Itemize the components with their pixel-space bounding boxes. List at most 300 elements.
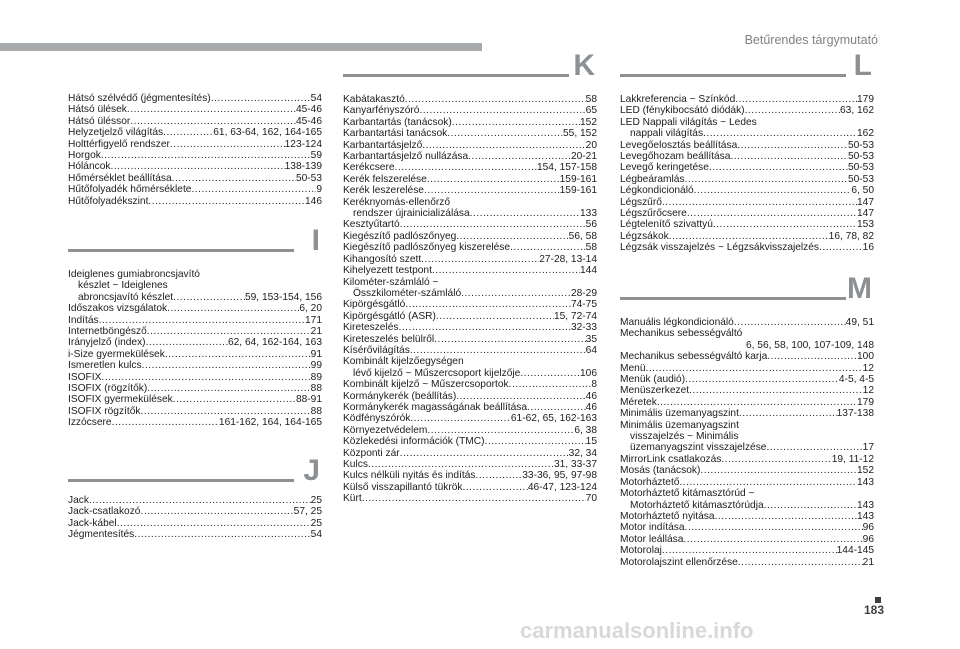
dot-leader — [165, 349, 311, 360]
dot-leader — [527, 402, 586, 413]
dot-leader — [662, 197, 857, 208]
index-entry — [620, 140, 874, 151]
index-entry — [620, 242, 874, 253]
dot-leader — [745, 105, 840, 116]
index-entry — [68, 406, 322, 417]
entry-term: Karbantartásjelző nullázása — [343, 151, 469, 163]
entry-pages: 56 — [585, 219, 597, 231]
dot-leader — [191, 184, 316, 195]
entry-pages: 91 — [310, 348, 322, 360]
index-section-k — [343, 49, 597, 505]
entry-pages: 161-162, 164, 164-165 — [218, 417, 322, 429]
entry-term: Irányjelző (index) — [68, 337, 146, 349]
dot-leader — [405, 299, 571, 310]
dot-leader — [520, 368, 580, 379]
index-entry — [343, 219, 597, 230]
entry-term: Motorháztető nyitása — [620, 510, 715, 522]
index-entry — [68, 196, 322, 207]
entry-term: Kulcs nélküli nyitás és indítás — [343, 470, 476, 482]
index-entry — [343, 162, 597, 173]
entry-term: Minimális üzemanyagszint — [620, 408, 739, 420]
entry-term: Kombinált kijelző ~ Műszercsoportok — [343, 379, 509, 391]
entry-term: Kihangosító szett — [343, 253, 422, 265]
entry-term: Közlekedési információk (TMC) — [343, 436, 485, 448]
index-section-j — [68, 454, 322, 541]
index-entry — [343, 197, 597, 208]
entry-term: Motorháztető kitámasztórúd ~ — [620, 488, 755, 500]
entry-term: Indítás — [68, 314, 99, 326]
entry-pages: 147 — [857, 196, 874, 208]
entry-term: Motor indítása — [620, 522, 685, 534]
index-entry — [68, 349, 322, 360]
index-entry — [620, 363, 874, 374]
index-entry — [343, 151, 597, 162]
entry-term: Kihelyezett testpont — [343, 265, 432, 277]
entry-pages: 152 — [580, 116, 597, 128]
index-entry — [620, 465, 874, 476]
section-header — [343, 49, 597, 85]
index-entry — [343, 185, 597, 196]
entry-term: Lakkreferencia ~ Színkód — [620, 94, 736, 105]
index-entry — [620, 420, 874, 431]
watermark: carmanualsonline.info — [520, 618, 754, 643]
entry-term: ISOFIX (rögzítők) — [68, 383, 148, 395]
entry-term: Kormánykerék magasságának beállítása — [343, 401, 528, 413]
index-entry — [620, 374, 874, 385]
dot-leader — [170, 139, 285, 150]
dot-leader — [395, 162, 537, 173]
entry-term: Mechanikus sebességváltó karja — [620, 351, 768, 363]
index-entry — [343, 345, 597, 356]
entry-pages: 152 — [857, 465, 874, 477]
entry-term: Légzsákok — [620, 230, 669, 242]
index-entry — [620, 219, 874, 230]
entry-term: Kerék leszerelése — [343, 185, 424, 197]
dot-leader — [447, 128, 563, 139]
dot-leader — [662, 545, 837, 556]
section-header — [620, 272, 874, 308]
dot-leader — [436, 311, 554, 322]
entry-pages: 45-46 — [295, 104, 322, 116]
entry-term: Kerékcsere — [343, 162, 395, 174]
dot-leader — [657, 397, 857, 408]
entry-term: Kireteszelés — [343, 322, 399, 334]
entry-term: Karbantartás (tanácsok) — [343, 116, 452, 128]
section-divider — [68, 249, 294, 252]
entry-term: i-Size gyermekülések — [68, 348, 165, 360]
entry-term: lévő kijelző ~ Műszercsoport kijelzője — [353, 367, 521, 379]
index-entry — [620, 197, 874, 208]
entry-term: Légkondicionáló — [620, 185, 694, 197]
index-entry — [68, 529, 322, 540]
entry-pages: 16 — [862, 242, 874, 254]
dot-leader — [110, 161, 284, 172]
entry-pages: 56, 58 — [568, 230, 597, 242]
index-entry — [68, 184, 322, 195]
entry-pages: 179 — [857, 94, 874, 105]
entry-pages: 74-75 — [570, 299, 597, 311]
entry-pages: 106 — [580, 367, 597, 379]
index-entry — [620, 185, 874, 196]
dot-leader — [456, 391, 585, 402]
dot-leader — [147, 326, 311, 337]
entry-term: Kiegészítő padlószőnyeg — [343, 230, 457, 242]
entry-pages: 143 — [857, 499, 874, 511]
dot-leader — [163, 127, 213, 138]
entry-term: Menüszerkezet — [620, 385, 690, 397]
index-entry — [343, 94, 597, 105]
entry-term: Időszakos vizsgálatok — [68, 303, 168, 315]
section-letter: I — [311, 224, 320, 257]
index-entry — [343, 117, 597, 128]
index-entry — [620, 174, 874, 185]
entry-term: Ismeretlen kulcs — [68, 360, 142, 372]
section-divider — [620, 297, 846, 300]
entry-term: Kormánykerék (beállítás) — [343, 390, 457, 402]
entry-pages: 144-145 — [836, 545, 874, 557]
dot-leader — [738, 557, 863, 568]
entry-pages: 159-161 — [559, 173, 597, 185]
dot-leader — [362, 493, 586, 504]
entry-pages: 6, 50 — [851, 185, 874, 197]
index-entry — [620, 477, 874, 488]
entry-pages: 64 — [585, 344, 597, 356]
index-entry — [68, 139, 322, 150]
header-bar — [0, 43, 482, 51]
entry-pages: 58 — [585, 242, 597, 254]
entry-term: visszajelzés ~ Minimális — [630, 431, 739, 443]
index-entry — [620, 385, 874, 396]
entry-term: Helyzetjelző világítás — [68, 127, 164, 139]
entry-term: Levegőhozam beállítása — [620, 151, 731, 163]
entry-pages: 55, 152 — [563, 128, 597, 140]
entry-pages: 20 — [585, 139, 597, 151]
dot-leader — [134, 529, 310, 540]
entry-term: Kiegészítő padlószőnyeg kiszerelése — [343, 242, 511, 254]
index-section-i — [68, 224, 322, 429]
entry-term: Jack-kábel — [68, 517, 117, 529]
entry-term: Hátsó szélvédő (jégmentesítés) — [68, 93, 211, 104]
dot-leader — [117, 518, 311, 529]
dot-leader — [735, 94, 857, 105]
index-entry — [68, 326, 322, 337]
entry-term: Kilométer-számláló ~ — [343, 276, 439, 288]
entry-term: Karbantartási tanácsok — [343, 128, 448, 140]
index-entry — [68, 173, 322, 184]
dot-leader — [399, 322, 571, 333]
entry-term: abroncsjavító készlet — [78, 291, 174, 303]
entry-pages: 99 — [310, 360, 322, 372]
entry-term: Hóláncok — [68, 161, 111, 173]
dot-leader — [400, 219, 586, 230]
index-entry — [343, 391, 597, 402]
dot-leader — [422, 140, 585, 151]
entry-term: üzemanyagszint visszajelzése — [630, 442, 767, 454]
entry-term: Környezetvédelem — [343, 424, 428, 436]
dot-leader — [140, 506, 293, 517]
entry-term: Holttérfigyelő rendszer — [68, 138, 170, 150]
entry-pages: 59 — [310, 150, 322, 162]
dot-leader — [421, 254, 539, 265]
index-entry — [68, 315, 322, 326]
dot-leader — [432, 265, 580, 276]
section-letter: L — [853, 49, 872, 82]
dot-leader — [405, 94, 586, 105]
entry-term: Jack-csatlakozó — [68, 506, 141, 518]
dot-leader — [173, 394, 296, 405]
dot-leader — [410, 413, 511, 424]
entry-list — [620, 94, 874, 254]
entry-pages: 32-33 — [570, 322, 597, 334]
dot-leader — [140, 406, 310, 417]
entry-pages: 25 — [310, 517, 322, 529]
dot-leader — [476, 470, 523, 481]
entry-term: Minimális üzemanyagszint — [620, 419, 739, 431]
entry-term: Motorolajszint ellenőrzése — [620, 556, 738, 568]
entry-pages: 65 — [585, 105, 597, 117]
entry-pages: 147 — [857, 208, 874, 220]
entry-pages: 12 — [862, 362, 874, 374]
entry-pages: 61-62, 65, 162-163 — [510, 413, 597, 425]
entry-term: Keréknyomás-ellenőrző — [343, 196, 451, 208]
entry-pages: 12 — [862, 385, 874, 397]
dot-leader — [685, 522, 863, 533]
section-header — [68, 454, 322, 490]
entry-pages: 138-139 — [284, 161, 322, 173]
entry-pages: 8 — [591, 379, 597, 391]
entry-term: Hűtőfolyadékszint — [68, 195, 149, 207]
index-entry — [620, 105, 874, 116]
dot-leader — [112, 417, 219, 428]
index-entry — [343, 174, 597, 185]
entry-pages: 4-5, 4-5 — [838, 374, 874, 386]
page-number: 183 — [864, 603, 885, 617]
index-entry — [620, 162, 874, 173]
dot-leader — [130, 116, 296, 127]
entry-pages: 88 — [310, 405, 322, 417]
entry-pages: 21 — [310, 326, 322, 338]
entry-pages: 143 — [857, 510, 874, 522]
index-entry — [620, 454, 874, 465]
entry-term: Kulcs — [343, 459, 368, 470]
entry-term: nappali világítás — [630, 128, 704, 140]
index-entry — [620, 442, 874, 453]
index-entry — [343, 482, 597, 493]
entry-term: Motorolaj — [620, 545, 662, 557]
dot-leader — [689, 385, 863, 396]
entry-term: Hátsó ülések — [68, 104, 127, 116]
index-entry — [343, 311, 597, 322]
dot-leader — [687, 208, 857, 219]
entry-term: Kabátakasztó — [343, 94, 405, 105]
index-entry — [68, 495, 322, 506]
index-entry — [343, 379, 597, 390]
dot-leader — [427, 174, 560, 185]
index-entry — [620, 231, 874, 242]
entry-pages: 16, 78, 82 — [828, 230, 874, 242]
index-entry — [343, 322, 597, 333]
index-entry — [620, 317, 874, 328]
entry-term: Légszűrőcsere — [620, 208, 687, 220]
index-entry — [343, 425, 597, 436]
entry-term: Menük (audió) — [620, 374, 686, 386]
index-entry — [620, 557, 874, 568]
entry-term: MirrorLink csatlakozás — [620, 453, 722, 465]
dot-leader — [99, 315, 305, 326]
index-section-h — [68, 93, 322, 207]
index-entry — [68, 394, 322, 405]
entry-pages: 49, 51 — [845, 317, 874, 328]
index-entry — [620, 340, 874, 351]
entry-term: Izzócsere — [68, 417, 112, 429]
index-entry — [343, 231, 597, 242]
index-entry — [343, 277, 597, 288]
dot-leader — [468, 151, 571, 162]
entry-pages: 27-28, 13-14 — [539, 253, 597, 265]
entry-pages: 46 — [585, 390, 597, 402]
entry-term: Hűtőfolyadék hőmérséklete — [68, 184, 192, 196]
dot-leader — [709, 162, 848, 173]
dot-leader — [101, 372, 310, 383]
index-section-l — [620, 49, 874, 254]
entry-pages: 62, 64, 162-164, 163 — [227, 337, 322, 349]
index-entry — [620, 488, 874, 499]
dot-leader — [456, 231, 568, 242]
index-entry — [68, 383, 322, 394]
dot-leader — [767, 351, 857, 362]
dot-leader — [685, 374, 839, 385]
entry-pages: 89 — [310, 371, 322, 383]
entry-pages: 45-46 — [295, 115, 322, 127]
dot-leader — [734, 317, 846, 328]
entry-pages: 88-91 — [295, 394, 322, 406]
index-entry — [620, 408, 874, 419]
dot-leader — [410, 345, 586, 356]
entry-pages: 123-124 — [284, 138, 322, 150]
entry-term: rendszer újrainicializálása — [353, 208, 470, 220]
section-letter: J — [303, 454, 320, 487]
section-header — [620, 49, 874, 85]
entry-pages: 100 — [857, 351, 874, 363]
index-entry — [620, 397, 874, 408]
entry-term: Kürt — [343, 493, 362, 505]
dot-leader — [427, 425, 574, 436]
entry-term: Kombinált kijelzőegységen — [343, 356, 464, 368]
entry-pages: 50-53 — [295, 172, 322, 184]
dot-leader — [148, 196, 305, 207]
dot-leader — [470, 208, 580, 219]
entry-pages: 15, 72-74 — [553, 310, 597, 322]
index-entry — [620, 351, 874, 362]
dot-leader — [764, 500, 857, 511]
dot-leader — [509, 379, 592, 390]
entry-pages: 50-53 — [847, 151, 874, 163]
section-letter: K — [573, 49, 595, 82]
entry-term: LED (fénykibocsátó diódák) — [620, 105, 745, 117]
section-letter: M — [847, 272, 872, 305]
index-entry — [620, 151, 874, 162]
index-entry — [620, 431, 874, 442]
entry-pages: 17 — [862, 442, 874, 454]
index-entry — [620, 522, 874, 533]
index-entry — [343, 334, 597, 345]
index-entry — [620, 545, 874, 556]
entry-term: Légbeáramlás — [620, 173, 685, 185]
dot-leader — [739, 408, 837, 419]
index-entry — [68, 269, 322, 280]
section-divider — [343, 74, 569, 77]
entry-term: Központi zár — [343, 447, 400, 459]
entry-pages: 143 — [857, 476, 874, 488]
entry-pages: 162 — [857, 128, 874, 140]
index-entry — [620, 511, 874, 522]
entry-pages: 50-53 — [847, 139, 874, 151]
entry-term: Kipörgésgátló — [343, 299, 406, 311]
index-entry — [343, 265, 597, 276]
entry-term: készlet ~ Ideiglenes — [78, 280, 168, 292]
entry-term: Légtelenítő szivattyú — [620, 219, 713, 231]
entry-pages: 57, 25 — [293, 506, 322, 518]
entry-pages: 6, 56, 58, 100, 107-109, 148 — [745, 339, 874, 351]
entry-term: ISOFIX rögzítők — [68, 405, 141, 417]
dot-leader — [167, 303, 299, 314]
index-entry — [68, 93, 322, 104]
dot-leader — [211, 93, 311, 104]
dot-leader — [485, 436, 586, 447]
index-entry — [343, 254, 597, 265]
index-entry — [343, 402, 597, 413]
entry-term: Méretek — [620, 396, 657, 408]
section-divider — [68, 479, 294, 482]
entry-pages: 154, 157-158 — [536, 162, 597, 174]
entry-term: Ideiglenes gumiabroncsjavító — [68, 269, 200, 280]
index-entry — [68, 127, 322, 138]
dot-leader — [679, 477, 857, 488]
index-entry — [68, 104, 322, 115]
dot-leader — [434, 334, 585, 345]
index-entry — [68, 360, 322, 371]
entry-term: Légszűrő — [620, 196, 662, 208]
entry-term: Karbantartásjelző — [343, 139, 423, 151]
dot-leader — [713, 219, 857, 230]
entry-term: Manuális légkondicionáló — [620, 317, 734, 328]
entry-pages: 58 — [585, 94, 597, 105]
dot-leader — [461, 288, 571, 299]
entry-pages: 61, 63-64, 162, 164-165 — [213, 127, 322, 139]
entry-pages: 6, 38 — [574, 424, 597, 436]
entry-term: Mechanikus sebességváltó — [620, 328, 743, 340]
entry-pages: 59, 153-154, 156 — [244, 291, 322, 303]
entry-term: Kísérővilágítás — [343, 344, 410, 356]
dot-leader — [700, 465, 857, 476]
dot-leader — [715, 511, 857, 522]
index-entry — [343, 105, 597, 116]
entry-term: Internetböngésző — [68, 326, 147, 338]
entry-pages: 159-161 — [559, 185, 597, 197]
dot-leader — [142, 360, 311, 371]
index-entry — [68, 506, 322, 517]
dot-leader — [424, 185, 560, 196]
index-entry — [68, 518, 322, 529]
entry-pages: 21 — [862, 556, 874, 568]
index-entry — [343, 493, 597, 504]
index-entry — [620, 208, 874, 219]
dot-leader — [147, 383, 310, 394]
dot-leader — [819, 242, 863, 253]
entry-term: Motorháztető — [620, 476, 680, 488]
entry-pages: 88 — [310, 383, 322, 395]
entry-pages: 50-53 — [847, 173, 874, 185]
